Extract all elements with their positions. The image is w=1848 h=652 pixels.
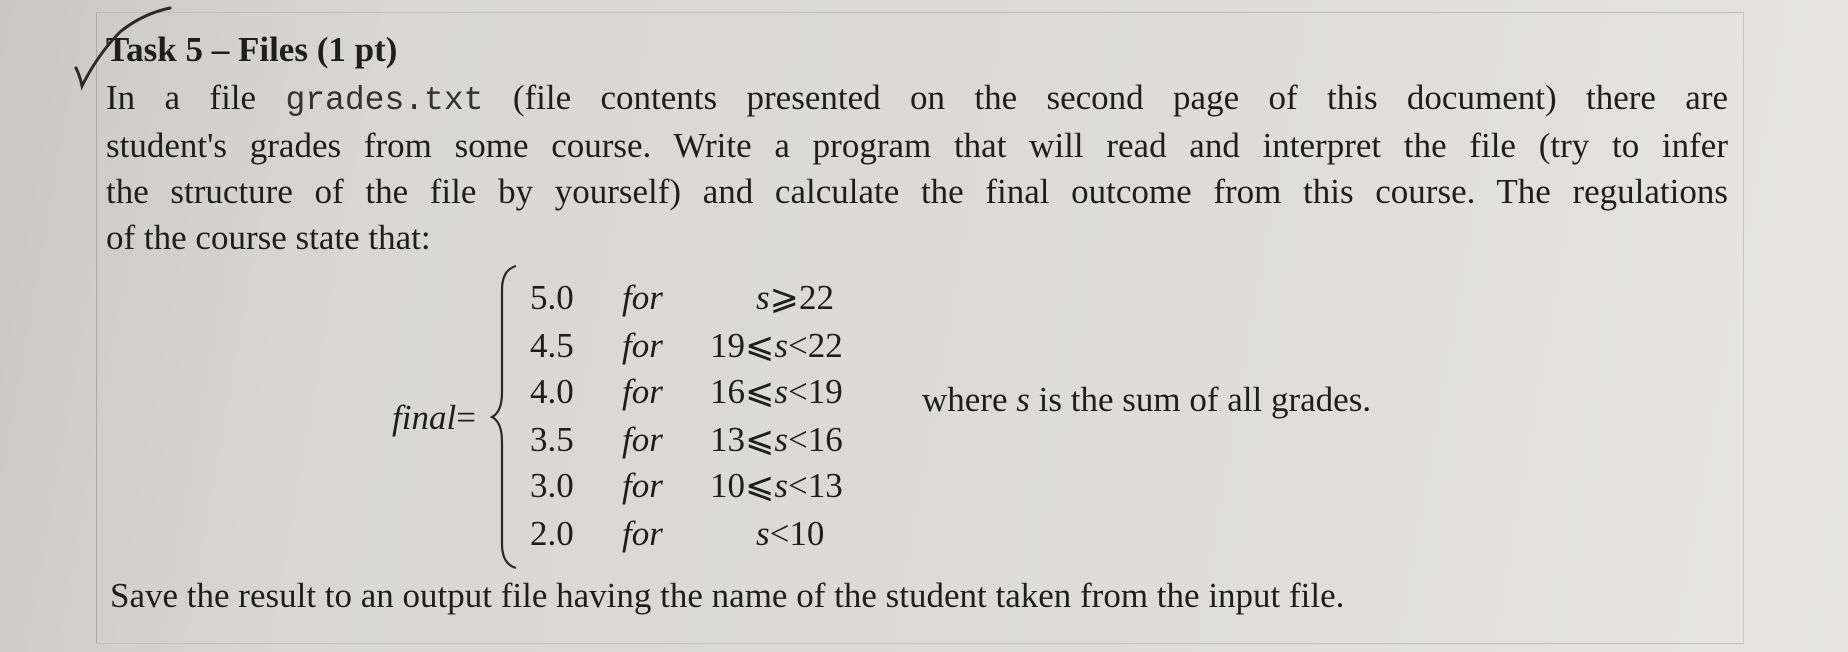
case-for: for (622, 372, 663, 411)
case-value: 4.0 (530, 372, 574, 411)
case-condition: s⩾22 (756, 278, 834, 317)
paragraph-line-1: In a file grades.txt (file contents presented on the second page of this document) there are (106, 78, 1729, 119)
filename-code: grades.txt (285, 82, 484, 119)
case-for: for (622, 326, 663, 365)
case-for: for (622, 514, 663, 553)
case-for: for (622, 420, 663, 459)
case-for: for (622, 466, 663, 505)
paragraph-line-3: the structure of the file by yourself) and calculate the final outcome from this course. The regulations (106, 172, 1728, 211)
left-brace (490, 262, 520, 572)
task-title: Task 5 – Files (1 pt) (106, 30, 398, 69)
paragraph-line-2: student's grades from some course. Write a program that will read and interpret the file (try to infer (106, 126, 1728, 165)
paragraph-line-4: of the course state that: (106, 218, 431, 257)
case-value: 2.0 (530, 514, 574, 553)
where-note: where s is the sum of all grades. (922, 380, 1372, 419)
formula-lhs: final= (392, 398, 476, 437)
case-condition: 13⩽s<16 (710, 420, 843, 459)
case-condition: s<10 (756, 514, 825, 553)
case-value: 4.5 (530, 326, 574, 365)
case-value: 3.5 (530, 420, 574, 459)
save-instruction: Save the result to an output file having the name of the student taken from the input file. (110, 576, 1345, 615)
case-condition: 16⩽s<19 (710, 372, 843, 411)
case-value: 3.0 (530, 466, 574, 505)
case-condition: 10⩽s<13 (710, 466, 843, 505)
case-condition: 19⩽s<22 (710, 326, 843, 365)
case-for: for (622, 278, 663, 317)
case-value: 5.0 (530, 278, 574, 317)
